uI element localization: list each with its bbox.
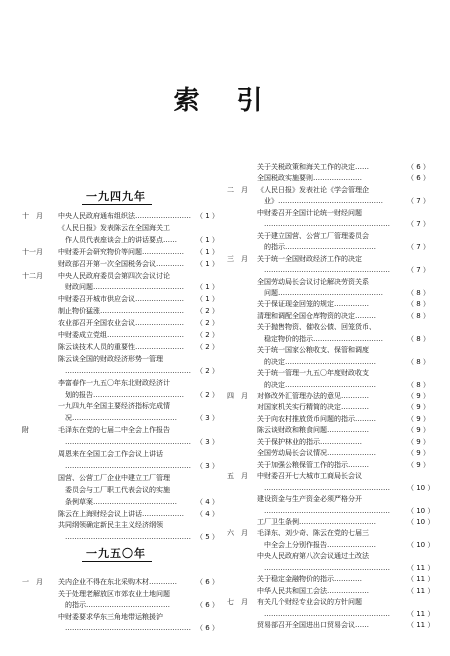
index-entry-title: ……………………………………………… <box>257 506 390 515</box>
index-entry-page: （ 9 ） <box>407 392 430 400</box>
index-entry-page: （ 9 ） <box>407 414 430 423</box>
index-entry-title: 中全会上分别作报告………………… <box>257 540 376 549</box>
index-entry-page: （ 3 ） <box>196 461 219 470</box>
index-entry-title: ……………………………………………… <box>257 609 390 618</box>
year-rule-1950 <box>82 561 152 562</box>
index-entry-title: 的决定………………………………… <box>257 357 376 366</box>
index-entry-page: （ 10 ） <box>407 506 435 515</box>
page-title: 索 引 <box>173 86 277 116</box>
index-entry-page: （ 1 ） <box>196 235 219 244</box>
index-entry-title: 中财委召开城市供应会议………………… <box>58 295 184 304</box>
index-entry-page: （ 11 ） <box>407 586 435 595</box>
index-month: 五 月 <box>227 472 248 481</box>
index-entry-title: 问题……………………………………… <box>257 288 383 297</box>
index-entry-page: （ 1 ） <box>196 283 219 292</box>
index-entry-title: 毛泽东在党的七届二中全会上作报告 <box>58 426 170 435</box>
index-entry-page: （ 7 ） <box>407 243 430 252</box>
index-entry-page: （ 6 ） <box>196 624 219 633</box>
index-entry-title: 作人员代表座谈会上的讲话要点…… <box>58 235 177 244</box>
index-entry-page: （ 8 ） <box>407 380 430 389</box>
index-month: 二 月 <box>227 185 248 194</box>
index-entry-title: ……………………………………………… <box>257 220 390 229</box>
index-entry-title: 中财委成立党组…………………………… <box>58 331 184 339</box>
index-entry-title: 陈云谈财政和粮食问题……………… <box>257 426 369 435</box>
index-entry-title: 关于处理老解放区市郊农业土地问题 <box>58 589 170 598</box>
index-entry-page: （ 10 ） <box>407 540 435 549</box>
index-entry-title: 的指示……………………………… <box>58 601 170 610</box>
index-month: 十二月 <box>22 271 43 280</box>
index-entry-page: （ 8 ） <box>407 300 430 309</box>
index-entry-title: 关于统一国家公粮收支、保管和调度 <box>257 346 369 355</box>
index-entry-title: 关于向农村推放货币问题的指示……… <box>257 414 376 423</box>
index-entry-title: 陈云谈全国的财政经济形势一管理 <box>58 354 163 363</box>
index-entry-title: 《人民日报》发表陈云在全国海关工 <box>58 223 170 232</box>
index-entry-page: （ 2 ） <box>196 331 219 339</box>
index-month: 十一月 <box>22 247 43 256</box>
index-entry-page: （ 10 ） <box>407 517 435 526</box>
index-entry-page: （ 6 ） <box>407 174 430 183</box>
index-entry-title: ……………………………………………… <box>58 624 191 633</box>
index-entry-title: 建设资金与生产资金必须严格分开 <box>257 495 362 504</box>
year-heading-1950: 一九五〇年 <box>86 547 146 560</box>
index-entry-page: （ 2 ） <box>196 366 219 375</box>
index-entry-title: 农业部召开全国农业会议………………… <box>58 319 184 328</box>
index-entry-title: 关于关税政策和海关工作的决定…… <box>257 163 369 171</box>
index-entry-page: （ 2 ） <box>196 307 219 316</box>
index-entry-title: ……………………………………………… <box>58 533 191 542</box>
index-entry-page: （ 8 ） <box>407 334 430 343</box>
index-entry-title: 关于统一全国财政经济工作的决定 <box>257 254 362 263</box>
index-entry-title: 李富春作一九五〇年东北财政经济计 <box>58 378 170 387</box>
index-entry-page: （ 1 ） <box>196 247 219 256</box>
index-entry-page: （ 11 ） <box>407 575 435 584</box>
index-entry-page: （ 2 ） <box>196 390 219 399</box>
index-entry-title: 的指示………………………………… <box>257 243 376 252</box>
index-month: 十 月 <box>22 212 43 220</box>
index-entry-title: 中央人民政府第八次会议通过土改法 <box>257 552 369 561</box>
index-entry-page: （ 9 ） <box>407 449 430 458</box>
index-entry-title: 委员会与工厂职工代表会议的实施 <box>58 485 170 494</box>
index-entry-title: 陈云谈技术人员的重要性………………… <box>58 342 184 351</box>
index-entry-title: 周恩来在全国工会工作会议上讲话 <box>58 450 163 458</box>
index-month: 三 月 <box>227 254 248 263</box>
index-entry-title: 清理和调配全国仓库物资的决定……… <box>257 311 376 320</box>
index-entry-title: 工厂卫生条例…………………………… <box>257 517 376 526</box>
index-entry-title: ……………………………………………… <box>257 563 390 572</box>
index-entry-page: （ 1 ） <box>196 259 219 268</box>
index-entry-title: 关于保护林业的指示……………… <box>257 437 362 446</box>
index-entry-title: ……………………………………………… <box>257 483 390 492</box>
index-month: 四 月 <box>227 392 248 400</box>
index-entry-title: 陈云在上海财经会议上讲话……………… <box>58 509 184 518</box>
index-entry-title: 关于保证现金回笼的规定…………… <box>257 300 369 309</box>
index-entry-title: ……………………………………………… <box>257 266 390 275</box>
index-entry-title: 财政问题………………………………… <box>58 283 184 292</box>
index-entry-page: （ 6 ） <box>407 163 430 171</box>
index-entry-page: （ 4 ） <box>196 509 219 518</box>
index-entry-title: 国营、公营工厂企业中建立工厂管理 <box>58 473 170 482</box>
index-entry-page: （ 2 ） <box>196 342 219 351</box>
index-entry-title: ……………………………………………… <box>58 438 191 447</box>
index-entry-page: （ 6 ） <box>196 601 219 610</box>
index-entry-title: 有关几个财经专业会议的方针问题 <box>257 598 362 607</box>
index-entry-title: 中财委要求华东三角地带运粮援沪 <box>58 612 163 621</box>
index-entry-page: （ 6 ） <box>196 578 219 586</box>
index-entry-title: 关于抛售物资、催收公债、回笼货币、 <box>257 323 376 332</box>
index-entry-title: 关于建立国营、公营工厂管理委员会 <box>257 231 369 240</box>
index-entry-title: 《人民日报》发表社论《学会管理企 <box>257 185 369 194</box>
index-entry-page: （ 9 ） <box>407 437 430 446</box>
index-entry-title: 贸易部召开全国进出口贸易会议…… <box>257 621 369 629</box>
index-entry-title: 对修改外汇管理办法的意见………… <box>257 392 369 400</box>
index-entry-title: 制止物价猛涨……………………………… <box>58 307 184 316</box>
index-entry-page: （ 7 ） <box>407 197 430 206</box>
index-entry-title: 关于统一管理一九五〇年度财政收支 <box>257 369 369 378</box>
index-entry-page: （ 1 ） <box>196 212 219 220</box>
year-heading-1949: 一九四九年 <box>86 190 146 203</box>
index-entry-title: 中央人民政府委员会第四次会议讨论 <box>58 271 170 280</box>
index-entry-title: 业》……………………………………… <box>257 197 383 206</box>
index-entry-page: （ 8 ） <box>407 288 430 297</box>
index-entry-title: 稳定物价的指示………………………… <box>257 334 383 343</box>
index-entry-page: （ 9 ） <box>407 403 430 412</box>
index-entry-title: 条例草案……………………………… <box>58 497 177 506</box>
index-entry-title: 的决定………………………………… <box>257 380 376 389</box>
index-entry-page: （ 11 ） <box>407 563 435 572</box>
index-entry-page: （ 7 ） <box>407 266 430 275</box>
index-entry-title: 一九四九年全国主要经济指标完成情 <box>58 402 170 411</box>
index-entry-title: 划的报告………………………………… <box>58 390 184 399</box>
index-entry-page: （ 9 ） <box>407 460 430 469</box>
index-month: 附 <box>22 426 29 435</box>
index-entry-title: 况……………………………………… <box>58 414 177 423</box>
index-entry-title: 财政部召开第一次全国税务会议………… <box>58 259 184 268</box>
index-entry-title: 中财委召开七大城市工商局长会议 <box>257 472 362 481</box>
index-entry-title: 全国劳动局长会议讨论解决劳资关系 <box>257 277 369 286</box>
index-entry-title: 关内企业不得在东北采购木材………… <box>58 578 177 586</box>
index-entry-title: 共同纲领确定新民主主义经济纲领 <box>58 521 163 530</box>
index-entry-title: 全国劳动局长会议情况………………… <box>257 449 376 458</box>
year-rule-1949 <box>82 204 152 205</box>
index-entry-page: （ 8 ） <box>407 311 430 320</box>
index-entry-title: 关于稳定金融物价的指示………… <box>257 575 362 584</box>
index-entry-title: 关于加强公粮保管工作的指示……… <box>257 460 369 469</box>
index-entry-title: 中央人民政府通布组织法…………………… <box>58 212 191 220</box>
index-entry-page: （ 3 ） <box>196 414 219 423</box>
index-entry-title: 对国家机关实行精简的决定………… <box>257 403 369 412</box>
index-entry-title: ……………………………………………… <box>58 461 191 470</box>
index-entry-page: （ 2 ） <box>196 319 219 328</box>
index-month: 七 月 <box>227 598 248 607</box>
index-entry-title: 毛泽东、刘少奇、陈云在党的七届三 <box>257 529 369 538</box>
index-entry-page: （ 8 ） <box>407 357 430 366</box>
index-entry-page: （ 11 ） <box>407 621 435 629</box>
index-entry-title: 中财委召开全国计论统一财经问题 <box>257 208 362 217</box>
index-month: 六 月 <box>227 529 248 538</box>
index-entry-page: （ 3 ） <box>196 438 219 447</box>
index-entry-title: 中财委开会研究物价等问题……………… <box>58 247 184 256</box>
index-entry-title: 全国税政实施要则………………… <box>257 174 362 183</box>
index-entry-title: 中华人民共和国工会法……………… <box>257 586 369 595</box>
index-entry-page: （ 9 ） <box>407 426 430 435</box>
index-entry-page: （ 10 ） <box>407 483 435 492</box>
index-entry-page: （ 5 ） <box>196 533 219 542</box>
index-entry-page: （ 4 ） <box>196 497 219 506</box>
index-entry-page: （ 1 ） <box>196 295 219 304</box>
index-entry-page: （ 11 ） <box>407 609 435 618</box>
index-month: 一 月 <box>22 578 43 586</box>
index-entry-title: ……………………………………………… <box>58 366 191 375</box>
index-entry-page: （ 7 ） <box>407 220 430 229</box>
